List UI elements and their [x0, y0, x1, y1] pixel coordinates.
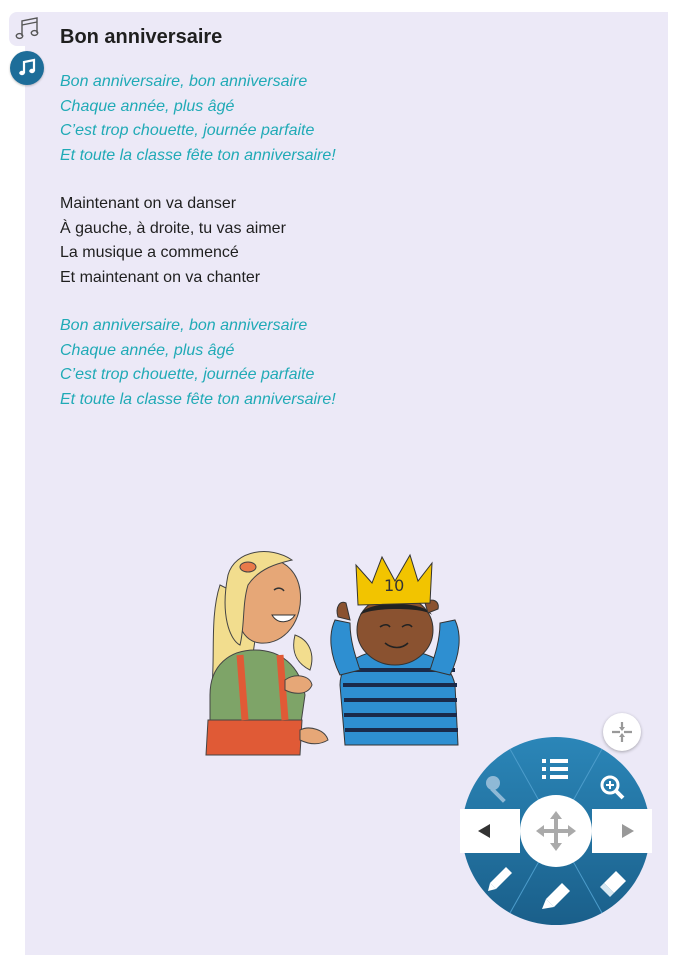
- chorus-stanza: [60, 70, 336, 168]
- lyric-line: Bon anniversaire, bon anniversaire: [60, 73, 308, 90]
- move-menu-button[interactable]: [520, 795, 592, 867]
- collapse-icon: [608, 718, 636, 746]
- pencil-button[interactable]: [475, 850, 523, 898]
- lyric-line: Chaque année, plus âgé: [60, 341, 235, 359]
- key-button[interactable]: [475, 765, 523, 813]
- next-page-button[interactable]: [596, 809, 652, 853]
- girl-figure: [206, 552, 328, 755]
- song-title: Bon anniversaire: [60, 26, 223, 48]
- lyric-line: À gauche, à droite, tu vas aimer: [60, 219, 286, 237]
- zoom-in-button[interactable]: [590, 765, 638, 813]
- boy-figure: [331, 555, 459, 745]
- lyric-line: Et toute la classe fête ton anniversaire!: [60, 390, 336, 408]
- music-notes-tab[interactable]: [9, 12, 46, 46]
- lyric-line: Et maintenant on va chanter: [60, 268, 261, 286]
- audio-play-button[interactable]: [10, 51, 44, 85]
- collapse-menu-button[interactable]: [603, 713, 641, 751]
- chorus-stanza: [60, 314, 336, 412]
- children-illustration: [200, 545, 480, 760]
- lyric-line: Bon anniversaire, bon anniversaire: [60, 317, 308, 334]
- verse-stanza: [60, 192, 286, 290]
- lyric-line: Et toute la classe fête ton anniversaire!: [60, 146, 336, 164]
- lyric-line: C’est trop chouette, journée parfaite: [60, 122, 315, 139]
- eraser-button[interactable]: [590, 850, 638, 898]
- lyric-line: Maintenant on va danser: [60, 195, 237, 212]
- previous-page-button[interactable]: [460, 809, 516, 853]
- crown-number: 10: [384, 576, 405, 595]
- lyric-line: C’est trop chouette, journée parfaite: [60, 366, 315, 383]
- music-note-icon: [17, 58, 37, 78]
- table-of-contents-button[interactable]: [532, 745, 580, 789]
- highlighter-button[interactable]: [532, 868, 580, 916]
- lyric-line: Chaque année, plus âgé: [60, 97, 235, 115]
- music-notes-icon: [15, 17, 41, 41]
- lyric-line: La musique a commencé: [60, 244, 239, 261]
